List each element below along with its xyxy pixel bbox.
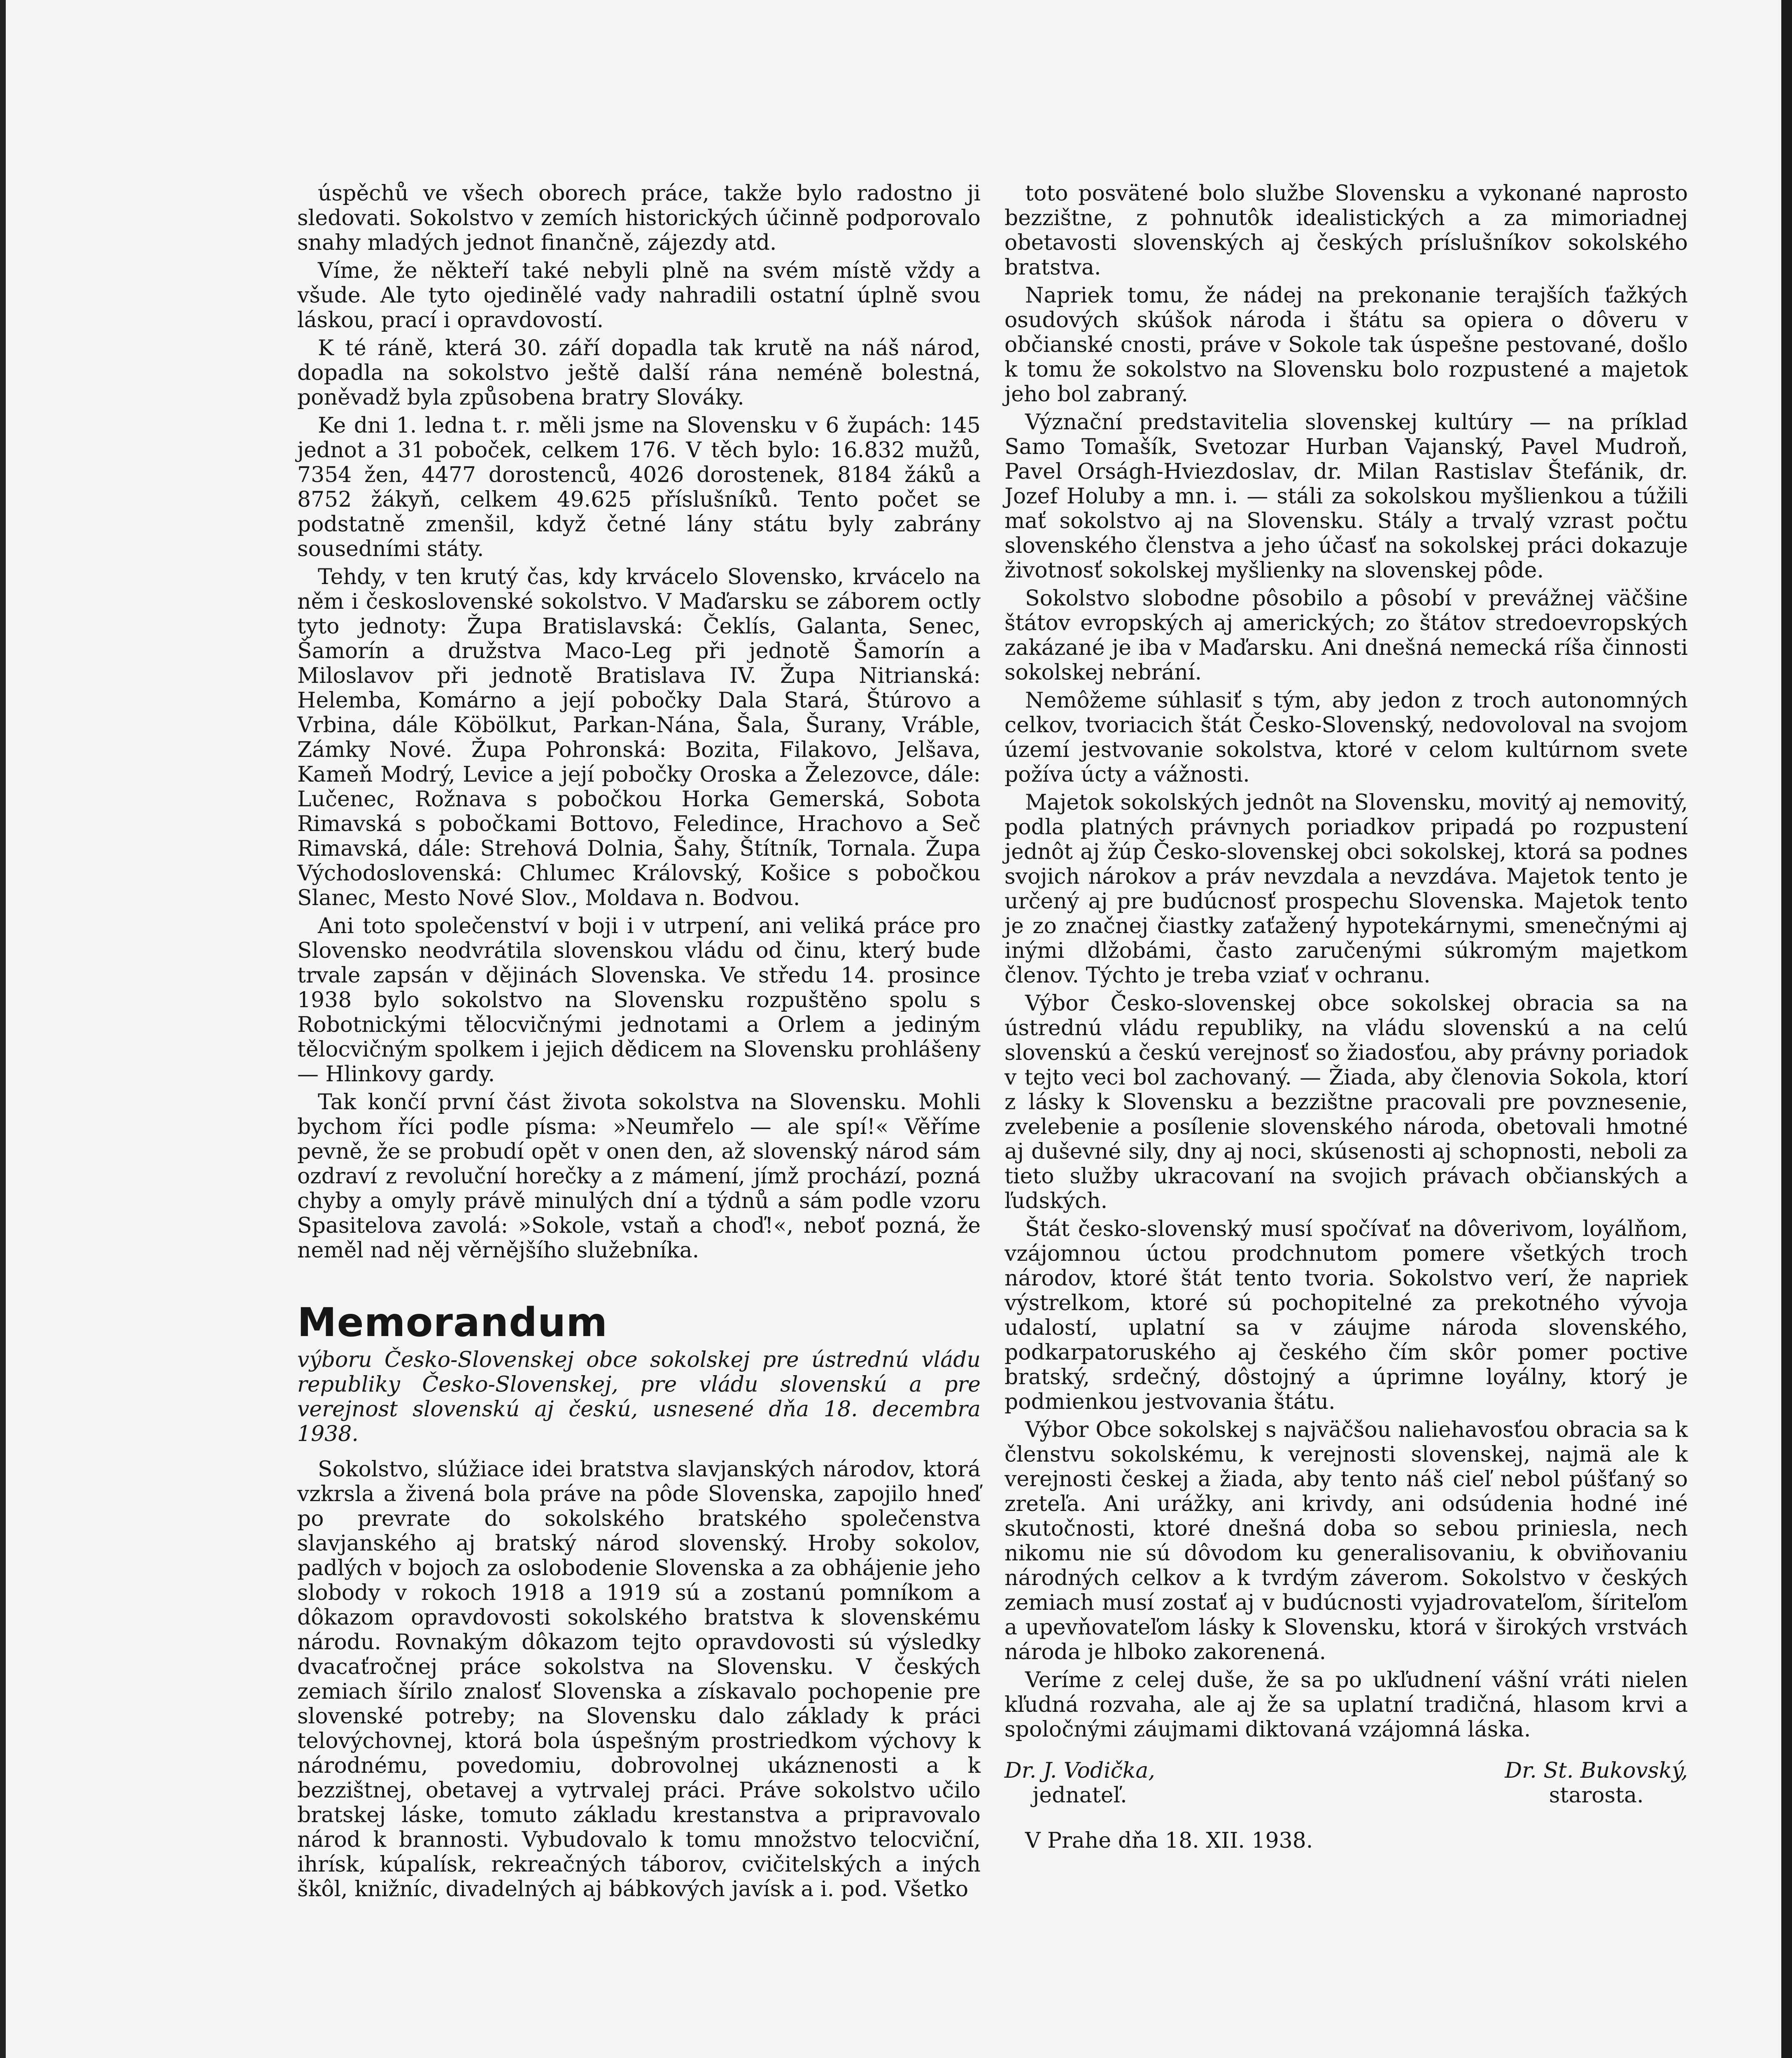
paragraph: Sokolstvo, slúžiace idei bratstva slavjanských národov, ktorá vzkrsla a živená bola práve na pôde Slovenska, zapojilo hneď po prevrate do sokolského bratského společenstva slavjanského aj bratský národ slovenský. Hroby sokolov, padlých v bojoch za oslobodenie Slovenska a za obhájenie jeho slobody v rokoch 1918 a 1919 sú a zostanú pomníkom a dôkazom opravdovosti sokolského bratstva k slovenskému národu. Rovnakým dôkazom tejto opravdovosti sú výsledky dvacaťročnej práce sokolstva na Slovensku. V českých zemiach šírilo znalosť Slovenska a získavalo pochopenie pre slovenské potreby; na Slovensku dalo základy k práci telovýchovnej, ktorá bola úspešným prostriedkom výchovy k národnému, povedomiu, dobrovolnej ukáznenosti a k bezzištnej, obetavej a vytrvalej práci. Práve sokolstvo učilo bratskej láske, tomuto základu krestanstva a pripravovalo národ k brannosti. Vybudovalo k tomu množstvo telocviční, ihrísk, kúpalísk, rekreačných táborov, cvičitelských a iných škôl, knižníc, divadelných aj bábkových javísk a i. pod. Všetko [297, 1457, 981, 1902]
paragraph: Majetok sokolských jednôt na Slovensku, movitý aj nemovitý, podla platných právnych poriadkov pripadá po rozpustení jednôt aj žúp Česko-slovenskej obci sokolskej, ktorá sa podnes svojich nárokov a práv nevzdala a nevzdáva. Majetok tento je určený aj pre budúcnosť prospechu Slovenska. Majetok tento je zo značnej čiastky zaťažený hypotekárnymi, smenečnými aj inými dlžobámi, často zaručenými súkromým majetkom členov. Týchto je treba vziať v ochranu. [1004, 790, 1688, 988]
paragraph: Tehdy, v ten krutý čas, kdy krvácelo Slovensko, krvácelo na něm i československé sokolstvo. V Maďarsku se záborem octly tyto jednoty: Župa Bratislavská: Čeklís, Galanta, Senec, Šamorín a družstva Maco-Leg při jednotě Šamorín a Miloslavov při jednotě Bratislava IV. Župa Nitrianská: Helemba, Komárno a její pobočky Dala Stará, Štúrovo a Vrbina, dále Köbölkut, Parkan-Nána, Šala, Šurany, Vráble, Zámky Nové. Župa Pohronská: Bozita, Filakovo, Jelšava, Kameň Modrý, Levice a její pobočky Oroska a Železovce, dále: Lučenec, Rožnava s pobočkou Horka Gemerská, Sobota Rimavská s pobočkami Bottovo, Feledince, Hrachovo a Seč Rimavská, dále: Strehová Dolnia, Šahy, Štítník, Tornala. Župa Východoslovenská: Chlumec Královský, Košice s pobočkou Slanec, Mesto Nové Slov., Moldava n. Bodvou. [297, 565, 981, 910]
paragraph: toto posvätené bolo službe Slovensku a vykonané naprosto bezzištne, z pohnutôk idealistických a za mimoriadnej obetavosti slovenských aj českých príslušníkov sokolského bratstva. [1004, 181, 1688, 280]
paragraph: úspěchů ve všech oborech práce, takže bylo radostno ji sledovati. Sokolstvo v zemích historických účinně podporovalo snahy mladých jednot finančně, zájezdy atd. [297, 181, 981, 255]
paragraph: Tak končí první část života sokolstva na Slovensku. Mohli bychom říci podle písma: »Neumřelo — ale spí!« Věříme pevně, že se probudí opět v onen den, až slovenský národ sám ozdraví z revoluční horečky a z mámení, jímž prochází, pozná chyby a omyly právě minulých dní a týdnů a sám podle vzoru Spasitelova zavolá: »Sokole, vstaň a choď!«, neboť pozná, že neměl nad něj věrnějšího služebníka. [297, 1090, 981, 1263]
paragraph: Víme, že někteří také nebyli plně na svém místě vždy a všude. Ale tyto ojedinělé vady nahradili ostatní úplně svou láskou, prací i opravdovostí. [297, 258, 981, 333]
section-title: Memorandum [297, 1299, 608, 1346]
paragraph: Napriek tomu, že nádej na prekonanie terajších ťažkých osudových skúšok národa i štátu sa opiera o dôveru v občianské cnosti, práve v Sokole tak úspešne pestované, došlo k tomu že sokolstvo na Slovensku bolo rozpustené a majetok jeho bol zabraný. [1004, 283, 1688, 407]
signature-chairman [1505, 1758, 1688, 1808]
left-column [297, 181, 981, 1905]
paragraph: K té ráně, která 30. září dopadla tak krutě na náš národ, dopadla na sokolstvo ještě další rána neméně bolestná, poněvadž byla způsobena bratry Slováky. [297, 336, 981, 410]
signature-role: starosta. [1549, 1783, 1644, 1808]
right-column [1004, 181, 1688, 1874]
paragraph: Ani toto společenství v boji i v utrpení, ani veliká práce pro Slovensko neodvrátila slovenskou vládu od činu, který bude trvale zapsán v dějinách Slovenska. Ve středu 14. prosince 1938 bylo sokolstvo na Slovensku rozpuštěno spolu s Robotnickými tělocvičnými jednotami a Orlem a jediným tělocvičným spolkem i jejich dědicem na Slovensku prohlášeny — Hlinkovy gardy. [297, 914, 981, 1087]
scan-edge-left [0, 0, 6, 2058]
paragraph: Štát česko-slovenský musí spočívať na dôverivom, loyálňom, vzájomnou úctou prodchnutom pomere všetkých troch národov, ktoré štát tento tvoria. Sokolstvo verí, že napriek výstrelkom, ktoré sú pochopitelné za prekotného vývoja udalostí, uplatní sa v záujme národa slovenského, podkarpatoruského aj českého čím skôr pomer poctive bratský, srdečný, dôstojný a úprimne loyálny, ktorý je podmienkou jestvovania štátu. [1004, 1217, 1688, 1414]
signature-name: Dr. St. Bukovský, [1505, 1758, 1688, 1783]
scan-edge-right [1781, 0, 1792, 2058]
place-date: V Prahe dňa 18. XII. 1938. [1025, 1828, 1313, 1853]
section-subtitle: výboru Česko-Slovenskej obce sokolskej pre ústrednú vládu republiky Česko-Slovenskej, pre vládu slovenskú a pre verejnost slovenskú aj českú, usnesené dňa 18. decembra 1938. [297, 1348, 981, 1446]
paragraph: Význační predstavitelia slovenskej kultúry — na príklad Samo Tomašík, Svetozar Hurban Vajanský, Pavel Mudroň, Pavel Orságh-Hviezdoslav, dr. Milan Rastislav Štefánik, dr. Jozef Holuby a mn. i. — stáli za sokolskou myšlienkou a túžili mať sokolstvo aj na Slovensku. Stály a trvalý vzrast počtu slovenského členstva a jeho účasť na sokolskej práci dokazuje životnosť sokolskej myšlienky na slovenskej pôde. [1004, 410, 1688, 583]
signature-role: jednateľ. [1032, 1783, 1127, 1808]
paragraph: Veríme z celej duše, že sa po ukľudnení vášní vráti nielen kľudná rozvaha, ale aj že sa uplatní tradičná, hlasom krvi a spoločnými záujmami diktovaná vzájomná láska. [1004, 1668, 1688, 1742]
signatures [1004, 1758, 1688, 1808]
paragraph: Ke dni 1. ledna t. r. měli jsme na Slovensku v 6 župách: 145 jednot a 31 poboček, celkem 176. V těch bylo: 16.832 mužů, 7354 žen, 4477 dorostenců, 4026 dorostenek, 8184 žáků a 8752 žákyň, celkem 49.625 příslušníků. Tento počet se podstatně zmenšil, když četné lány státu byly zabrány sousedními státy. [297, 413, 981, 561]
signature-secretary [1004, 1758, 1155, 1808]
paragraph: Výbor Obce sokolskej s najväčšou naliehavosťou obracia sa k členstvu sokolskému, k verejnosti slovenskej, najmä ale k verejnosti českej a žiada, aby tento náš cieľ nebol púšťaný so zreteľa. Ani urážky, ani krivdy, ani odsúdenia hodné iné skutočnosti, ktoré dnešná doba so sebou priniesla, nech nikomu nie sú dôvodom ku generalisovaniu, k obviňovaniu národných celkov a k tvrdým záverom. Sokolstvo v českých zemiach musí zostať aj v budúcnosti vyjadrovateľom, šíriteľom a upevňovateľom lásky k Slovensku, ktorá v širokých vrstvách národa je hlboko zakorenená. [1004, 1418, 1688, 1665]
paragraph: Nemôžeme súhlasiť s tým, aby jedon z troch autonomných celkov, tvoriacich štát Česko-Slovenský, nedovoloval na svojom území jestvovanie sokolstva, ktoré v celom kultúrnom svete požíva úcty a vážnosti. [1004, 688, 1688, 787]
paragraph: Výbor Česko-slovenskej obce sokolskej obracia sa na ústrednú vládu republiky, na vládu slovenskú a na celú slovenskú a českú verejnosť so žiadosťou, aby právny poriadok v tejto veci bol zachovaný. — Žiada, aby členovia Sokola, ktorí z lásky k Slovensku a bezzištne pracovali pre povznesenie, zvelebenie a posílenie slovenského národa, obetovali hmotné aj duševné sily, dny aj noci, skúsenosti aj schopnosti, neboli za tieto služby ukracovaní na svojich právach občianských a ľudských. [1004, 991, 1688, 1213]
signature-name: Dr. J. Vodička, [1004, 1758, 1155, 1783]
paragraph: Sokolstvo slobodne pôsobilo a pôsobí v prevážnej väčšine štátov evropských aj amerických; zo štátov stredoevropských zakázané je iba v Maďarsku. Ani dnešná nemecká ríša činnosti sokolskej nebrání. [1004, 586, 1688, 685]
